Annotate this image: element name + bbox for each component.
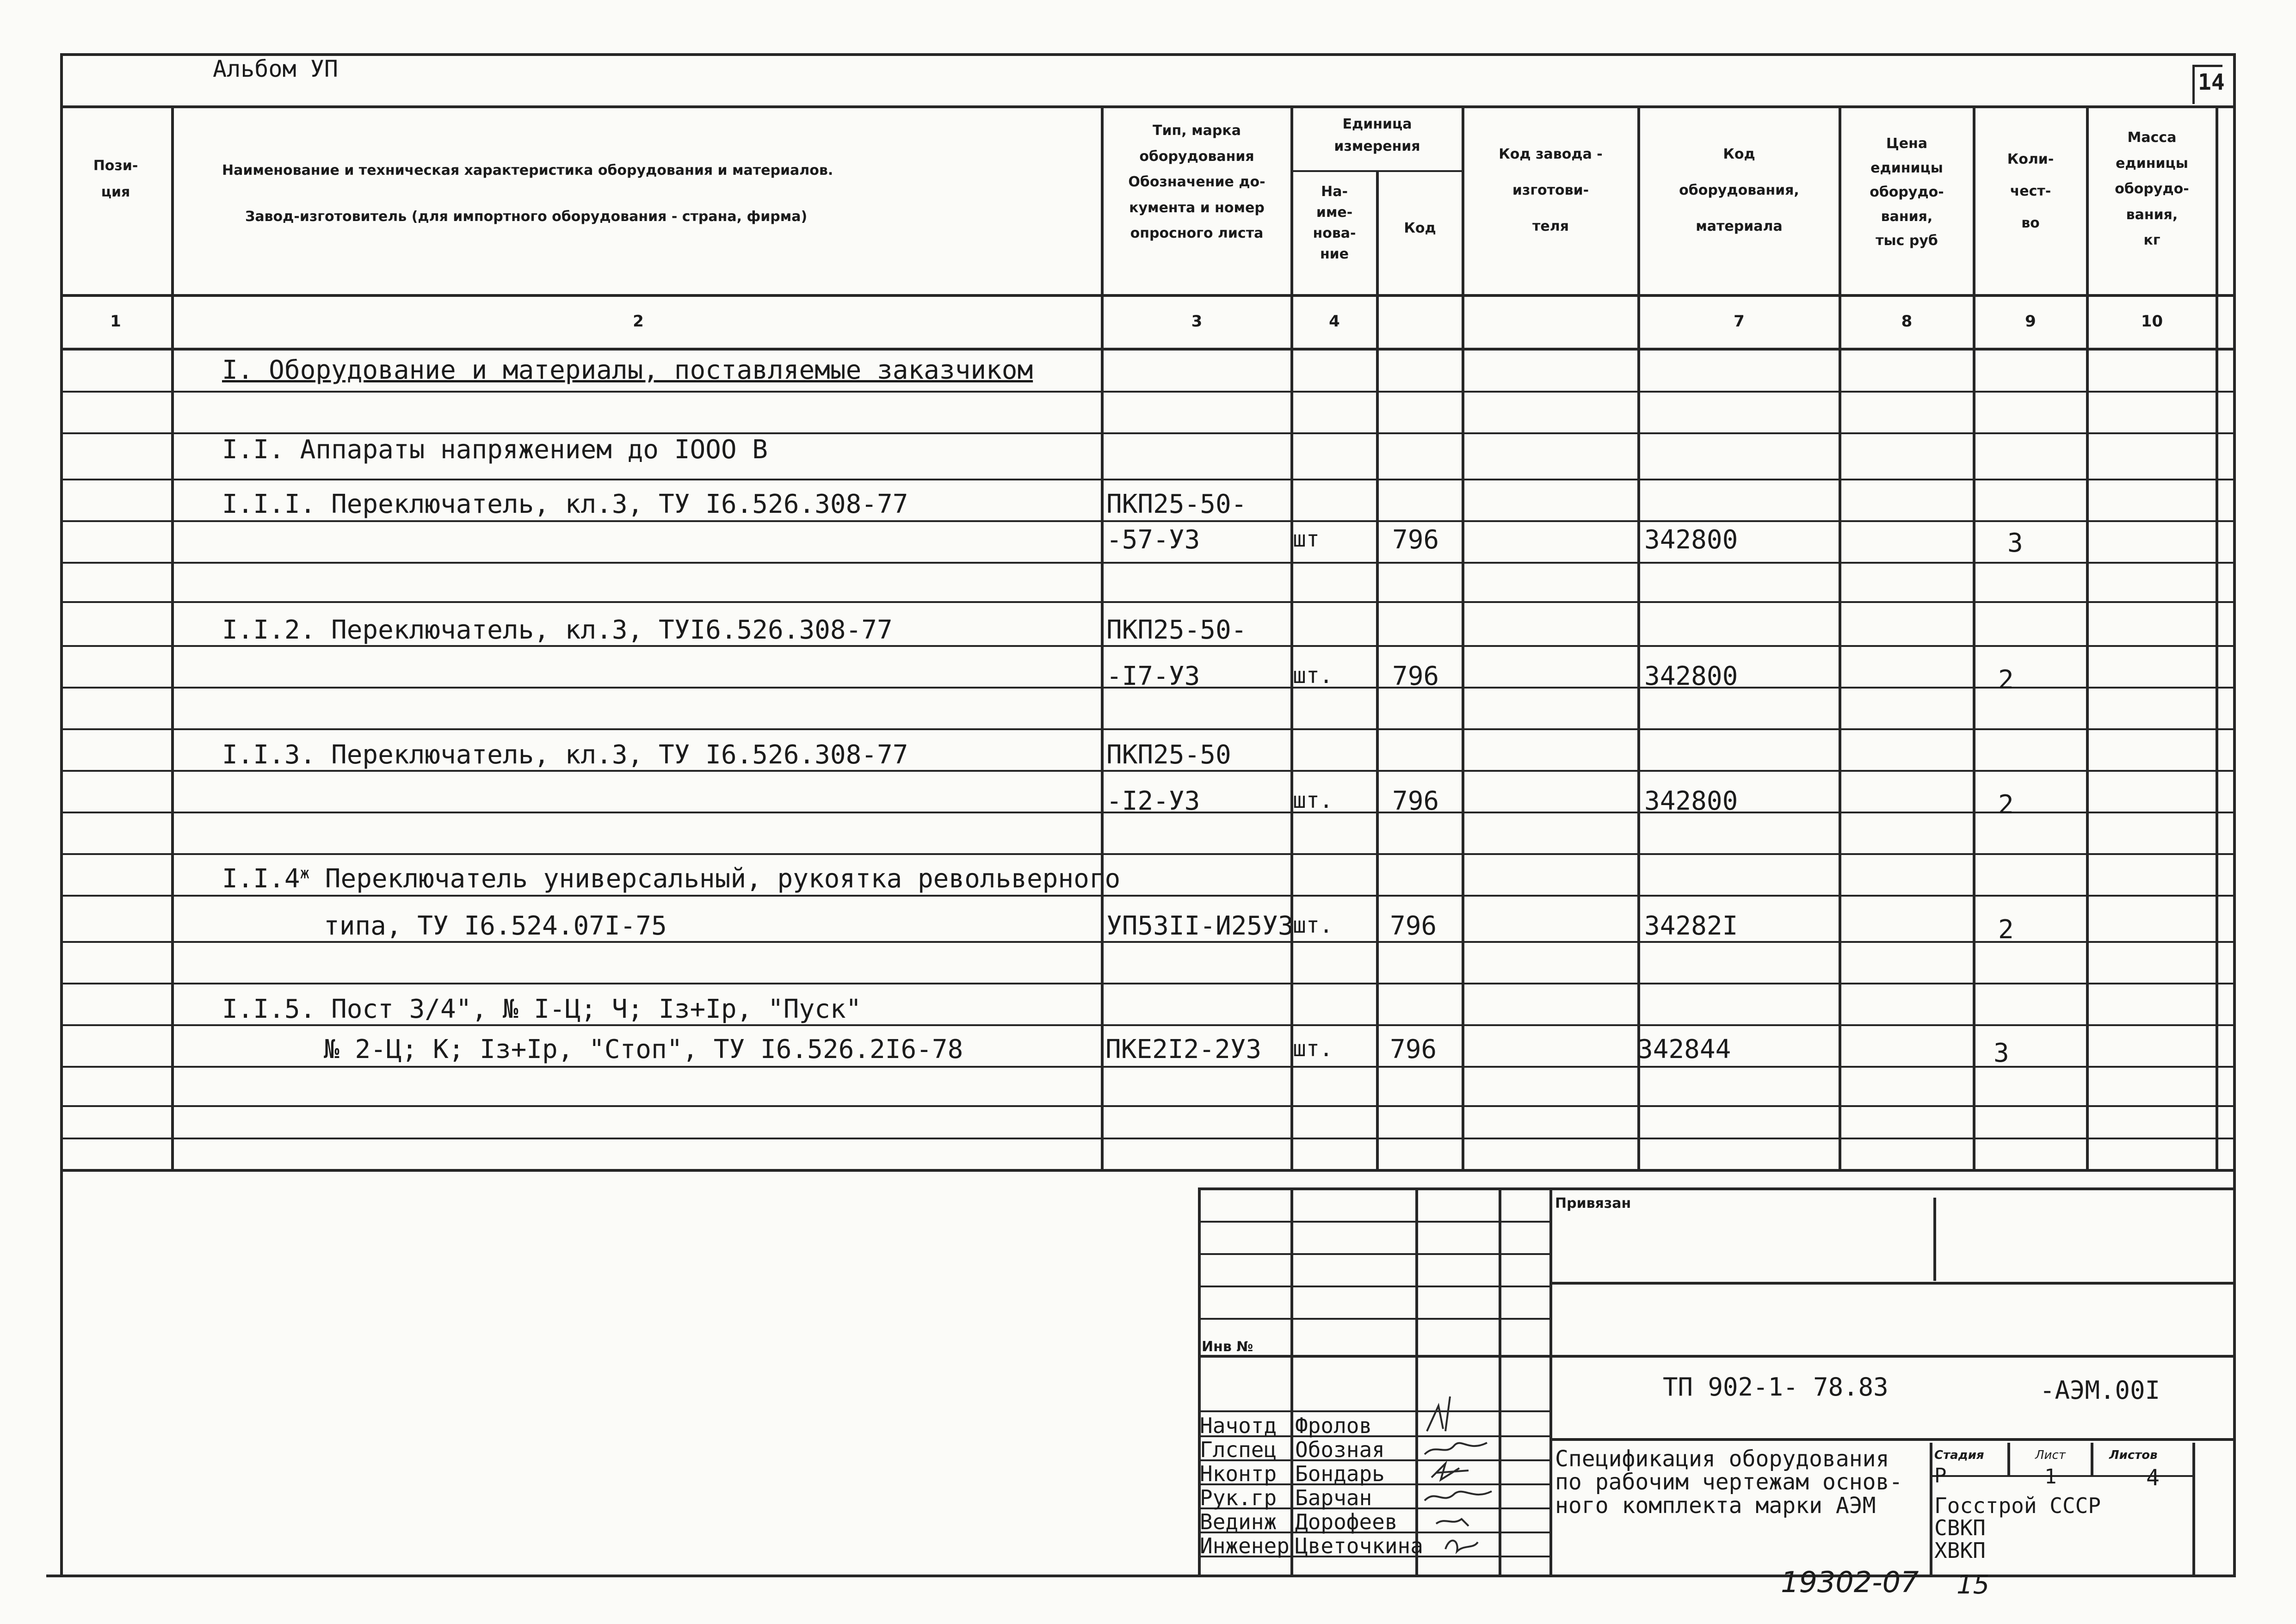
frame-top	[60, 53, 2234, 56]
section-1-title: I. Оборудование и материалы, поставляемые заказчиком	[222, 355, 1033, 385]
item-4-name-b: типа, ТУ I6.524.07I-75	[324, 911, 667, 941]
tb-listov: 4	[2146, 1465, 2160, 1491]
tb-role-1: Начотд	[1200, 1413, 1277, 1438]
header-type: Тип, марка оборудования Обозначение до- кумента и номер опросного листа	[1128, 123, 1265, 241]
colnum-9: 9	[2025, 312, 2036, 331]
tb-inv-no: Инв №	[1202, 1339, 1253, 1355]
colnum-3: 3	[1191, 312, 1203, 331]
item-5-material-code: 342844	[1637, 1034, 1731, 1064]
item-2-type-b: -I7-У3	[1106, 661, 1200, 691]
colnum-2: 2	[633, 312, 644, 331]
tb-name-1: Фролов	[1295, 1413, 1372, 1438]
tb-stadia: Р	[1934, 1464, 1947, 1488]
grid-h-row-17	[60, 1066, 2234, 1068]
tb-listov-label: Листов	[2109, 1448, 2158, 1462]
grid-v-8	[1973, 105, 1975, 1169]
grid-h-row-6	[60, 601, 2234, 603]
item-4-material-code: 34282I	[1644, 911, 1738, 941]
archive-number: 19302-07	[1781, 1565, 1919, 1599]
grid-h-row-5	[60, 562, 2234, 564]
tb-top	[1198, 1187, 2234, 1190]
tb-role-5: Вединж	[1200, 1509, 1277, 1534]
tb-v-a	[1290, 1187, 1293, 1576]
grid-v-6	[1637, 105, 1640, 1169]
item-4-unit: шт.	[1293, 912, 1333, 938]
item-4-title: Переключатель универсальный, рукоятка револьверного	[309, 864, 1121, 894]
item-5-unit-code: 796	[1390, 1034, 1437, 1064]
tb-role-6: Инженер	[1200, 1533, 1290, 1558]
colnum-1: 1	[110, 312, 121, 331]
tb-role-2: Глспец	[1200, 1437, 1277, 1462]
tb-h-inv	[1198, 1355, 2234, 1358]
header-quantity: Коли- чест- во	[2007, 151, 2054, 231]
tb-list-label: Лист	[2035, 1448, 2066, 1462]
item-1-quantity: 3	[2007, 528, 2023, 558]
header-unit-code: Код	[1404, 220, 1436, 236]
header-factory-code: Код завода - изготови- теля	[1499, 146, 1603, 234]
tb-v-stadia	[2007, 1443, 2010, 1475]
grid-h-row-2	[60, 432, 2234, 434]
frame-left	[60, 53, 63, 1575]
header-unit: Единица измерения	[1334, 116, 1420, 154]
grid-v-9	[2086, 105, 2089, 1169]
tb-description: Спецификация оборудования по рабочим чертежам основ- ного комплекта марки АЭМ	[1555, 1446, 1903, 1519]
grid-h-row-14	[60, 941, 2234, 943]
colnum-10: 10	[2141, 312, 2163, 331]
grid-h-table-bottom	[60, 1169, 2234, 1172]
item-3-material-code: 342800	[1644, 786, 1738, 816]
tb-h-privyazan	[1549, 1282, 2234, 1285]
tb-organization: Госстрой СССР СВКП ХВКП	[1934, 1493, 2101, 1563]
grid-h-numbers-bottom	[60, 348, 2234, 351]
item-1-type-b: -57-У3	[1106, 525, 1200, 555]
item-2-type-a: ПКП25-50-	[1106, 615, 1247, 645]
item-1-unit-code: 796	[1392, 525, 1439, 555]
header-name: Наименование и техническая характеристика оборудования и материалов.	[222, 162, 833, 178]
grid-h-row-9	[60, 728, 2234, 730]
tb-h-1	[1198, 1221, 1549, 1223]
tb-name-4: Барчан	[1295, 1485, 1372, 1510]
item-4-number: I.I.4	[222, 864, 300, 894]
album-label: Альбом УП	[213, 55, 338, 82]
grid-h-row-18	[60, 1105, 2234, 1107]
tb-v-desc	[1930, 1443, 1932, 1576]
tb-list: 1	[2044, 1465, 2057, 1489]
grid-h-row-7	[60, 645, 2234, 647]
item-1-name: I.I.I. Переключатель, кл.3, ТУ I6.526.308-77	[222, 489, 908, 519]
item-5-name-b: № 2-Ц; К; Iз+Iр, "Стоп", ТУ I6.526.2I6-78	[324, 1034, 963, 1064]
tb-role-3: Нконтр	[1200, 1461, 1277, 1486]
tb-h-code	[1549, 1438, 2234, 1441]
colnum-7: 7	[1734, 312, 1745, 331]
grid-h-header-top	[60, 105, 2234, 108]
item-2-name: I.I.2. Переключатель, кл.3, ТУI6.526.308-77	[222, 615, 893, 645]
grid-h-row-4	[60, 520, 2234, 522]
item-2-unit: шт.	[1293, 663, 1333, 689]
grid-v-3	[1290, 105, 1293, 1169]
tb-h-3	[1198, 1286, 1549, 1287]
header-unit-name: На- име- нова- ние	[1313, 184, 1356, 262]
grid-v-7	[1839, 105, 1841, 1169]
tb-stadia-label: Стадия	[1934, 1448, 1984, 1462]
item-2-material-code: 342800	[1644, 661, 1738, 691]
item-3-name: I.I.3. Переключатель, кл.3, ТУ I6.526.308-77	[222, 740, 908, 770]
colnum-4: 4	[1329, 312, 1340, 331]
item-3-type-a: ПКП25-50	[1106, 740, 1231, 770]
signatures-icon	[1418, 1387, 1499, 1572]
item-4-asterisk: ж	[300, 864, 310, 883]
tb-doc-code: ТП 902-1- 78.83	[1663, 1372, 1889, 1402]
tb-name-2: Обозная	[1295, 1437, 1385, 1462]
item-4-quantity: 2	[1998, 915, 2014, 945]
grid-h-row-19	[60, 1138, 2234, 1139]
item-3-type-b: -I2-У3	[1106, 786, 1200, 816]
grid-v-2	[1101, 105, 1104, 1169]
tb-v-list	[2091, 1443, 2093, 1475]
item-3-quantity: 2	[1998, 790, 2014, 820]
header-mass: Масса единицы оборудо- вания, кг	[2115, 129, 2189, 248]
header-manufacturer: Завод-изготовитель (для импортного оборудования - страна, фирма)	[245, 209, 808, 225]
frame-right	[2233, 53, 2236, 1575]
tb-v-privyazan	[1933, 1198, 1936, 1281]
tb-v-right	[2192, 1443, 2195, 1576]
item-2-quantity: 2	[1998, 665, 2014, 695]
tb-privyazan: Привязан	[1555, 1195, 1631, 1212]
header-price: Цена единицы оборудо- вания, тыс руб	[1870, 135, 1944, 249]
item-4-type: УП53II-И25У3	[1106, 911, 1294, 941]
tb-role-4: Рук.гр	[1200, 1485, 1277, 1510]
item-5-quantity: 3	[1994, 1038, 2009, 1068]
grid-h-row-13	[60, 895, 2234, 897]
sheet-mark: 14	[2198, 69, 2225, 95]
tb-name-5: Дорофеев	[1295, 1509, 1398, 1534]
item-1-material-code: 342800	[1644, 525, 1738, 555]
tb-name-6: Цветочкина	[1295, 1533, 1423, 1558]
tb-h-2	[1198, 1253, 1549, 1255]
item-1-type-a: ПКП25-50-	[1106, 489, 1247, 519]
item-4-unit-code: 796	[1390, 911, 1437, 941]
grid-h-row-15	[60, 983, 2234, 984]
grid-v-4	[1376, 170, 1379, 1169]
tb-v-c	[1499, 1187, 1501, 1576]
tb-h-4	[1198, 1318, 1549, 1320]
item-3-unit: шт.	[1293, 787, 1333, 813]
item-3-unit-code: 796	[1392, 786, 1439, 816]
item-5-type: ПКЕ2I2-2У3	[1105, 1034, 1262, 1064]
grid-h-row-3	[60, 479, 2234, 480]
tb-name-3: Бондарь	[1295, 1461, 1385, 1486]
tb-v-d	[1549, 1187, 1552, 1576]
grid-h-header-bottom	[60, 294, 2234, 297]
grid-h-row-10	[60, 770, 2234, 772]
header-material-code: Код оборудования, материала	[1679, 146, 1799, 234]
grid-v-1	[171, 105, 174, 1169]
colnum-8: 8	[1901, 312, 1913, 331]
header-position: Пози- ция	[93, 158, 138, 200]
page-number: 15	[1957, 1570, 1990, 1600]
item-5-name-a: I.I.5. Пост 3/4", № I-Ц; Ч; Iз+Iр, "Пуск"	[222, 994, 862, 1024]
grid-h-row-12	[60, 853, 2234, 855]
section-1-1-title: I.I. Аппараты напряжением до IOOO В	[222, 435, 768, 465]
grid-v-10	[2216, 105, 2218, 1169]
item-5-unit: шт.	[1293, 1036, 1333, 1062]
item-2-unit-code: 796	[1392, 661, 1439, 691]
item-4-name-a	[222, 864, 1120, 894]
grid-h-row-16	[60, 1024, 2234, 1026]
tb-doc-suffix: -АЭМ.00I	[2040, 1376, 2160, 1405]
grid-h-row-1	[60, 391, 2234, 393]
grid-v-5	[1462, 105, 1464, 1169]
item-1-unit: шт	[1293, 526, 1320, 552]
